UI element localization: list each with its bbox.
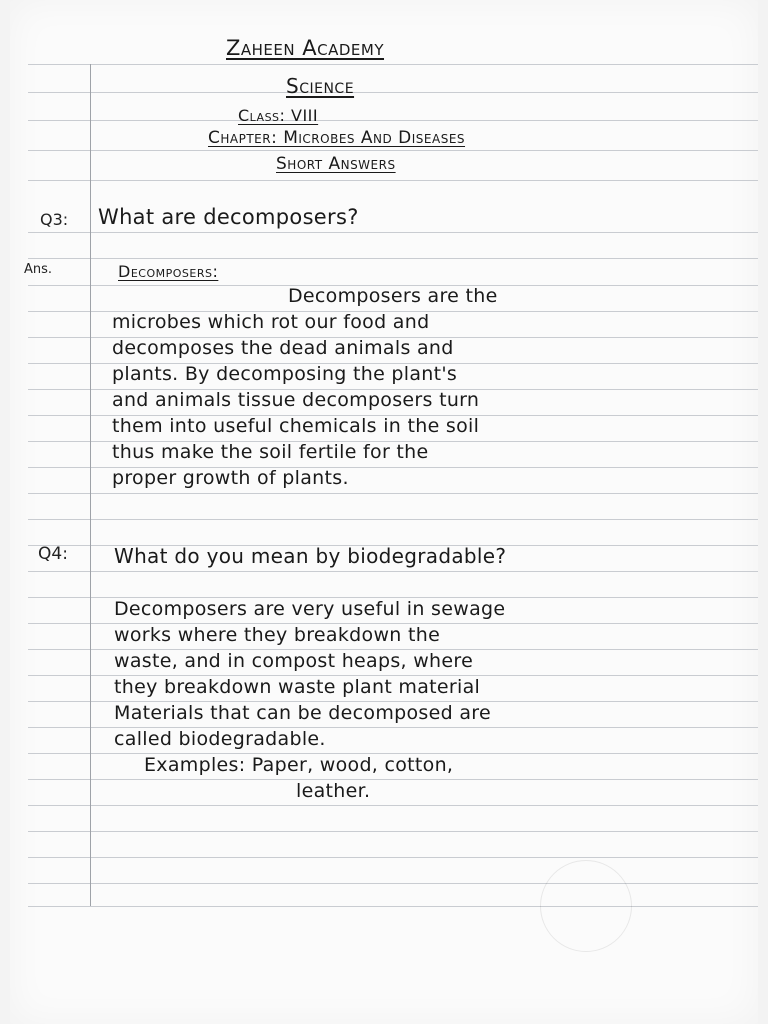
answer-3-line: them into useful chemicals in the soil bbox=[112, 415, 480, 437]
answer-3-line: and animals tissue decomposers turn bbox=[112, 389, 480, 411]
answer-3-line: Decomposers are the bbox=[288, 285, 498, 307]
answer-4-line: called biodegradable. bbox=[114, 728, 326, 750]
answer-label: Ans. bbox=[24, 262, 53, 277]
ruled-line bbox=[28, 906, 758, 907]
ruled-line bbox=[28, 883, 758, 884]
ruled-line bbox=[28, 120, 758, 121]
notebook-page bbox=[10, 0, 758, 1024]
answer-3-line: plants. By decomposing the plant's bbox=[112, 363, 458, 385]
answer-4-line: they breakdown waste plant material bbox=[114, 676, 481, 698]
ruled-line bbox=[28, 232, 758, 233]
academy-title: Zaheen Academy bbox=[226, 36, 385, 60]
answer-3-line: microbes which rot our food and bbox=[112, 311, 430, 333]
paper-crease bbox=[540, 860, 632, 952]
class-label: Class: VIII bbox=[238, 106, 319, 125]
ruled-line bbox=[28, 150, 758, 151]
ruled-line bbox=[28, 805, 758, 806]
answer-3-line: decomposes the dead animals and bbox=[112, 337, 454, 359]
answer-4-line: Decomposers are very useful in sewage bbox=[114, 598, 506, 620]
chapter-title: Chapter: Microbes And Diseases bbox=[208, 128, 466, 148]
subject-title: Science bbox=[286, 74, 355, 98]
section-title: Short Answers bbox=[276, 154, 396, 174]
ruled-line bbox=[28, 831, 758, 832]
answer-4-line: waste, and in compost heaps, where bbox=[114, 650, 474, 672]
answer-heading: Decomposers: bbox=[118, 262, 219, 281]
ruled-line bbox=[28, 258, 758, 259]
ruled-line bbox=[28, 857, 758, 858]
answer-4-line: works where they breakdown the bbox=[114, 624, 441, 646]
question-3-text: What are decomposers? bbox=[98, 205, 359, 229]
question-4-text: What do you mean by biodegradable? bbox=[114, 544, 507, 568]
ruled-line bbox=[28, 519, 758, 520]
ruled-line bbox=[28, 64, 758, 65]
margin-line bbox=[90, 64, 91, 906]
ruled-line bbox=[28, 493, 758, 494]
answer-4-line: Examples: Paper, wood, cotton, bbox=[144, 754, 454, 776]
question-4-label: Q4: bbox=[38, 544, 68, 564]
answer-3-line: proper growth of plants. bbox=[112, 467, 349, 489]
ruled-line bbox=[28, 92, 758, 93]
ruled-line bbox=[28, 180, 758, 181]
answer-3-line: thus make the soil fertile for the bbox=[112, 441, 429, 463]
answer-4-line: leather. bbox=[296, 780, 371, 802]
answer-4-line: Materials that can be decomposed are bbox=[114, 702, 491, 724]
ruled-line bbox=[28, 779, 758, 780]
question-3-label: Q3: bbox=[40, 210, 69, 229]
ruled-line bbox=[28, 571, 758, 572]
